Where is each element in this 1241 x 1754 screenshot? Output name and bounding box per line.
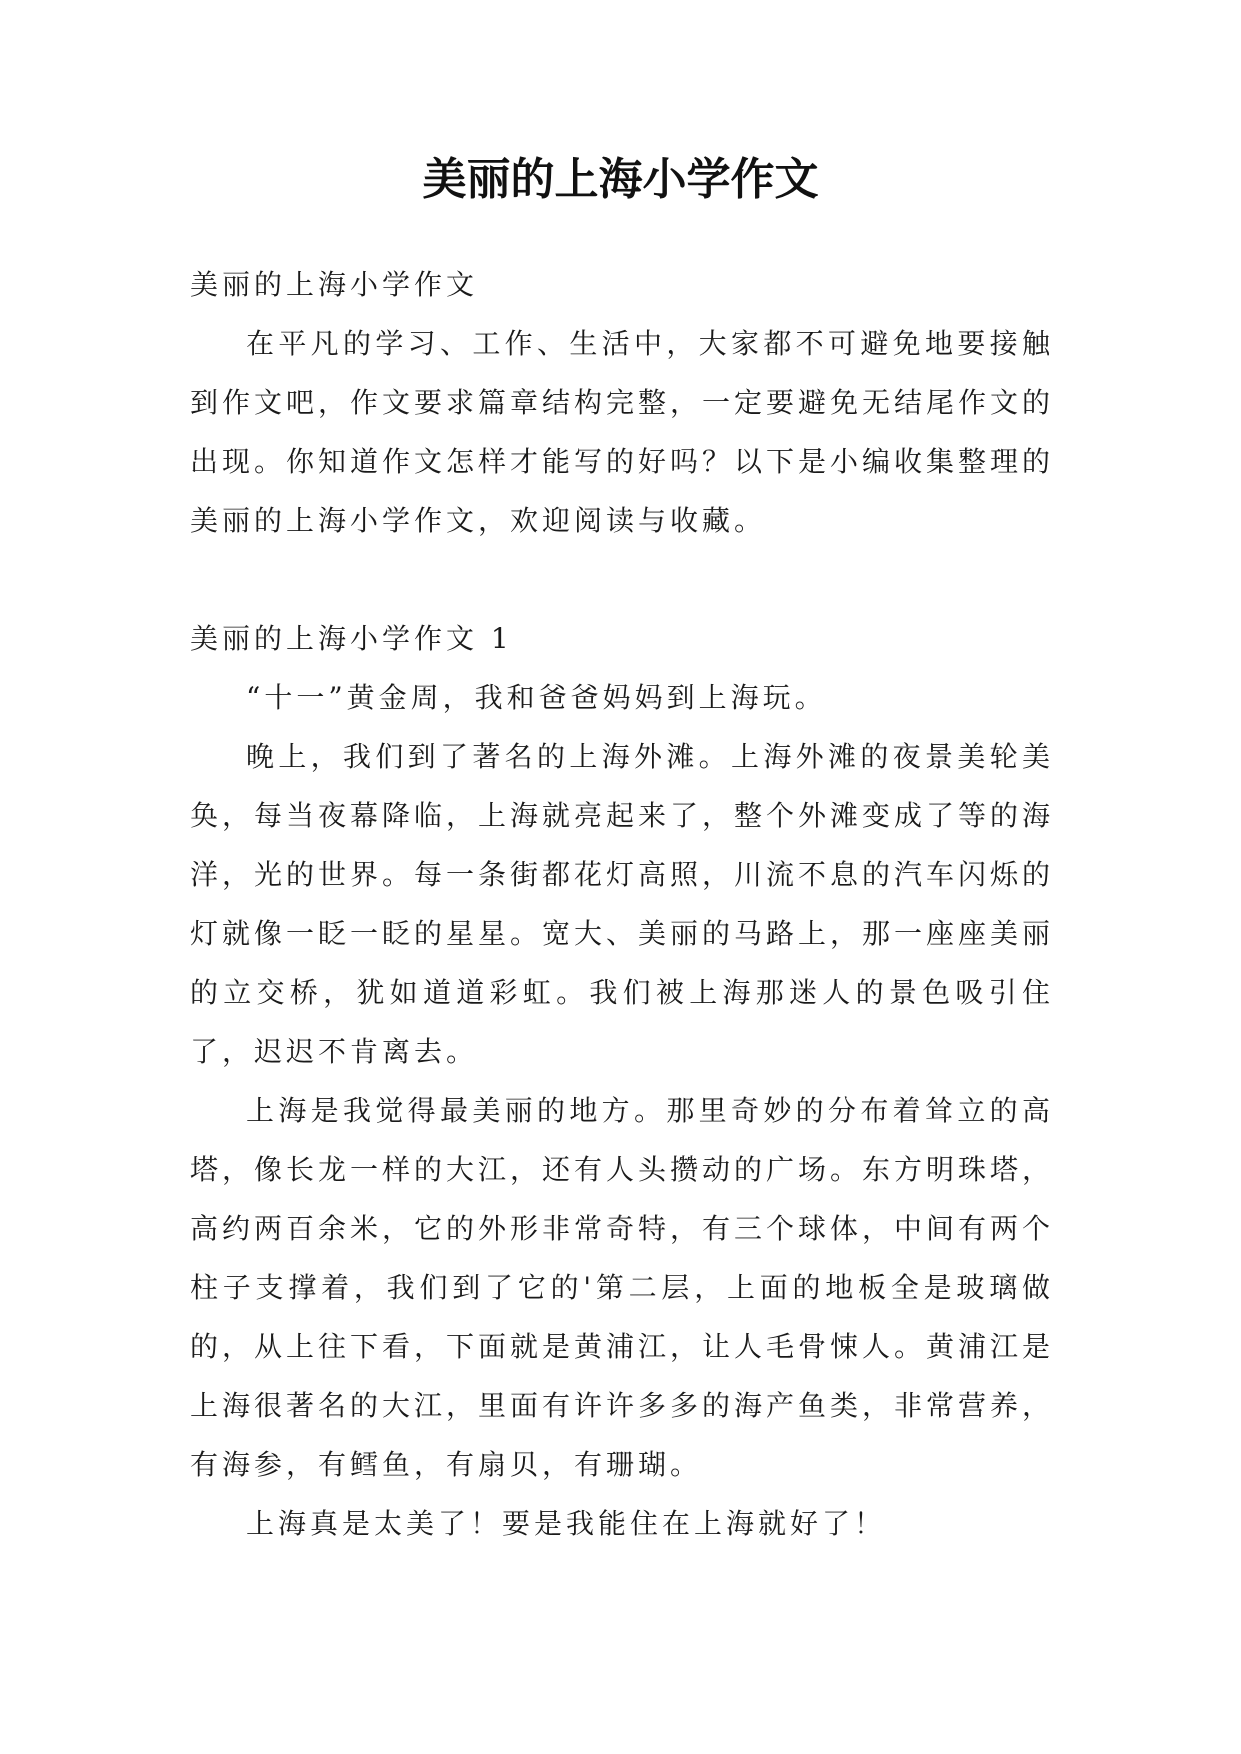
essay-paragraph-1: “十一”黄金周，我和爸爸妈妈到上海玩。 [246,681,827,714]
essay-paragraph-4: 上海真是太美了！要是我能住在上海就好了！ [246,1507,887,1540]
essay-heading: 美丽的上海小学作文 1 [190,622,513,655]
document-title: 美丽的上海小学作文 [422,154,819,205]
essay-paragraph-3: 上海是我觉得最美丽的地方。那里奇妙的分布着耸立的高塔，像长龙一样的大江，还有人头攒动的广场。东方明珠塔，高约两百余米，它的外形非常奇特，有三个球体，中间有两个柱子支撑着，我们到了它的'第二层，上面的地板全是玻璃做的，从上往下看，下面就是黄浦江，让人毛骨悚人。黄浦江是上海很著名的大江，里面有许许多多的海产鱼类，非常营养，有海参，有鳕鱼，有扇贝，有珊瑚。 [190,1094,1055,1481]
intro-paragraph: 在平凡的学习、工作、生活中，大家都不可避免地要接触到作文吧，作文要求篇章结构完整，一定要避免无结尾作文的出现。你知道作文怎样才能写的好吗？以下是小编收集整理的美丽的上海小学作文，欢迎阅读与收藏。 [190,327,1055,537]
document-body [190,255,1054,1553]
intro-heading: 美丽的上海小学作文 [190,268,479,301]
essay-paragraph-2: 晚上，我们到了著名的上海外滩。上海外滩的夜景美轮美奂，每当夜幕降临，上海就亮起来了，整个外滩变成了等的海洋，光的世界。每一条街都花灯高照，川流不息的汽车闪烁的灯就像一眨一眨的星星。宽大、美丽的马路上，那一座座美丽的立交桥，犹如道道彩虹。我们被上海那迷人的景色吸引住了，迟迟不肯离去。 [190,740,1055,1068]
section-spacer [190,550,1054,609]
